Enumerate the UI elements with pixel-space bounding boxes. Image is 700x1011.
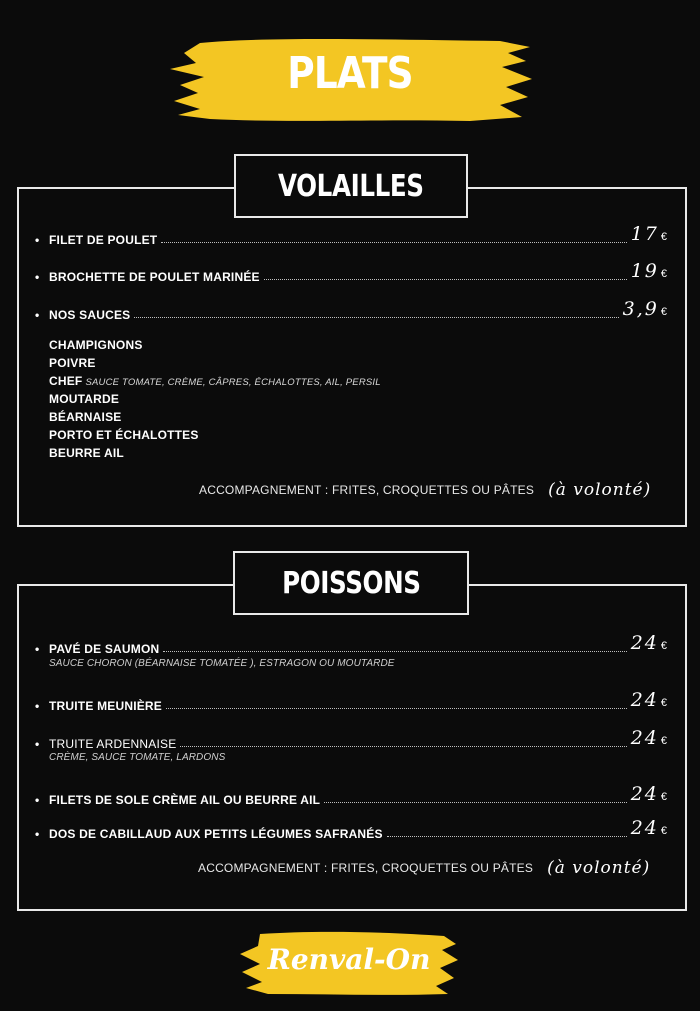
dot-leader (134, 316, 618, 318)
item-price: 24 € (630, 632, 667, 654)
menu-item-filet-de-poulet (35, 225, 667, 247)
item-name: PAVÉ DE SAUMON (49, 642, 160, 656)
item-name: NOS SAUCES (49, 308, 131, 322)
dot-leader (161, 241, 626, 243)
dot-leader (163, 650, 626, 652)
accompaniment-note: (à volonté) (547, 858, 651, 878)
sauce-moutarde: MOUTARDE (49, 392, 120, 406)
bullet-icon: • (35, 642, 40, 656)
sauce-porto: PORTO ET ÉCHALOTTES (49, 428, 199, 442)
dot-leader (166, 707, 627, 709)
menu-item-truite-ardennaise (35, 729, 667, 751)
item-description: CRÈME, SAUCE TOMATE, LARDONS (49, 752, 226, 763)
item-price: 24 € (630, 689, 667, 711)
item-price: 3,9 € (622, 298, 667, 320)
menu-item-dos-de-cabillaud (35, 819, 667, 841)
brand-logo-text: Renval-On (267, 943, 431, 976)
sauce-beurre-ail: BEURRE AIL (49, 446, 124, 460)
menu-item-brochette (35, 262, 667, 284)
bullet-icon: • (35, 270, 40, 284)
dot-leader (324, 801, 627, 803)
item-price: 24 € (630, 783, 667, 805)
sauce-poivre: POIVRE (49, 356, 96, 370)
volailles-accompaniment: ACCOMPAGNEMENT : FRITES, CROQUETTES OU PÂTES (à volonté) (199, 480, 652, 500)
dot-leader (387, 835, 627, 837)
bullet-icon: • (35, 233, 40, 247)
bullet-icon: • (35, 308, 40, 322)
item-price: 24 € (630, 727, 667, 749)
menu-item-pave-de-saumon (35, 634, 667, 656)
dot-leader (180, 745, 626, 747)
item-price: 24 € (630, 817, 667, 839)
sauce-bearnaise: BÉARNAISE (49, 410, 122, 424)
menu-item-sauces (35, 300, 667, 322)
sauce-champignons: CHAMPIGNONS (49, 338, 143, 352)
bullet-icon: • (35, 793, 40, 807)
bullet-icon: • (35, 827, 40, 841)
item-description: SAUCE CHORON (BÉARNAISE TOMATÉE ), ESTRAGON OU MOUTARDE (49, 658, 395, 669)
poissons-accompaniment: ACCOMPAGNEMENT : FRITES, CROQUETTES OU PÂTES (à volonté) (198, 858, 651, 878)
item-name: FILET DE POULET (49, 233, 158, 247)
item-name: FILETS DE SOLE CRÈME AIL OU BEURRE AIL (49, 793, 321, 807)
item-name: DOS DE CABILLAUD AUX PETITS LÉGUMES SAFRANÉS (49, 827, 383, 841)
menu-item-filets-de-sole (35, 785, 667, 807)
item-price: 17 € (630, 223, 667, 245)
item-name: BROCHETTE DE POULET MARINÉE (49, 270, 260, 284)
item-name: TRUITE ARDENNAISE (49, 737, 177, 751)
bullet-icon: • (35, 737, 40, 751)
poissons-heading: POISSONS (233, 551, 469, 615)
bullet-icon: • (35, 699, 40, 713)
item-name: TRUITE MEUNIÈRE (49, 699, 163, 713)
page-title: PLATS (287, 48, 413, 99)
sauce-detail: SAUCE TOMATE, CRÈME, CÂPRES, ÉCHALOTTES, AIL, PERSIL (85, 377, 381, 388)
item-price: 19 € (630, 260, 667, 282)
dot-leader (264, 278, 627, 280)
sauce-chef: CHEF SAUCE TOMATE, CRÈME, CÂPRES, ÉCHALOTTES, AIL, PERSIL (49, 374, 381, 388)
accompaniment-note: (à volonté) (548, 480, 652, 500)
menu-item-truite-meuniere (35, 691, 667, 713)
volailles-heading: VOLAILLES (234, 154, 468, 218)
